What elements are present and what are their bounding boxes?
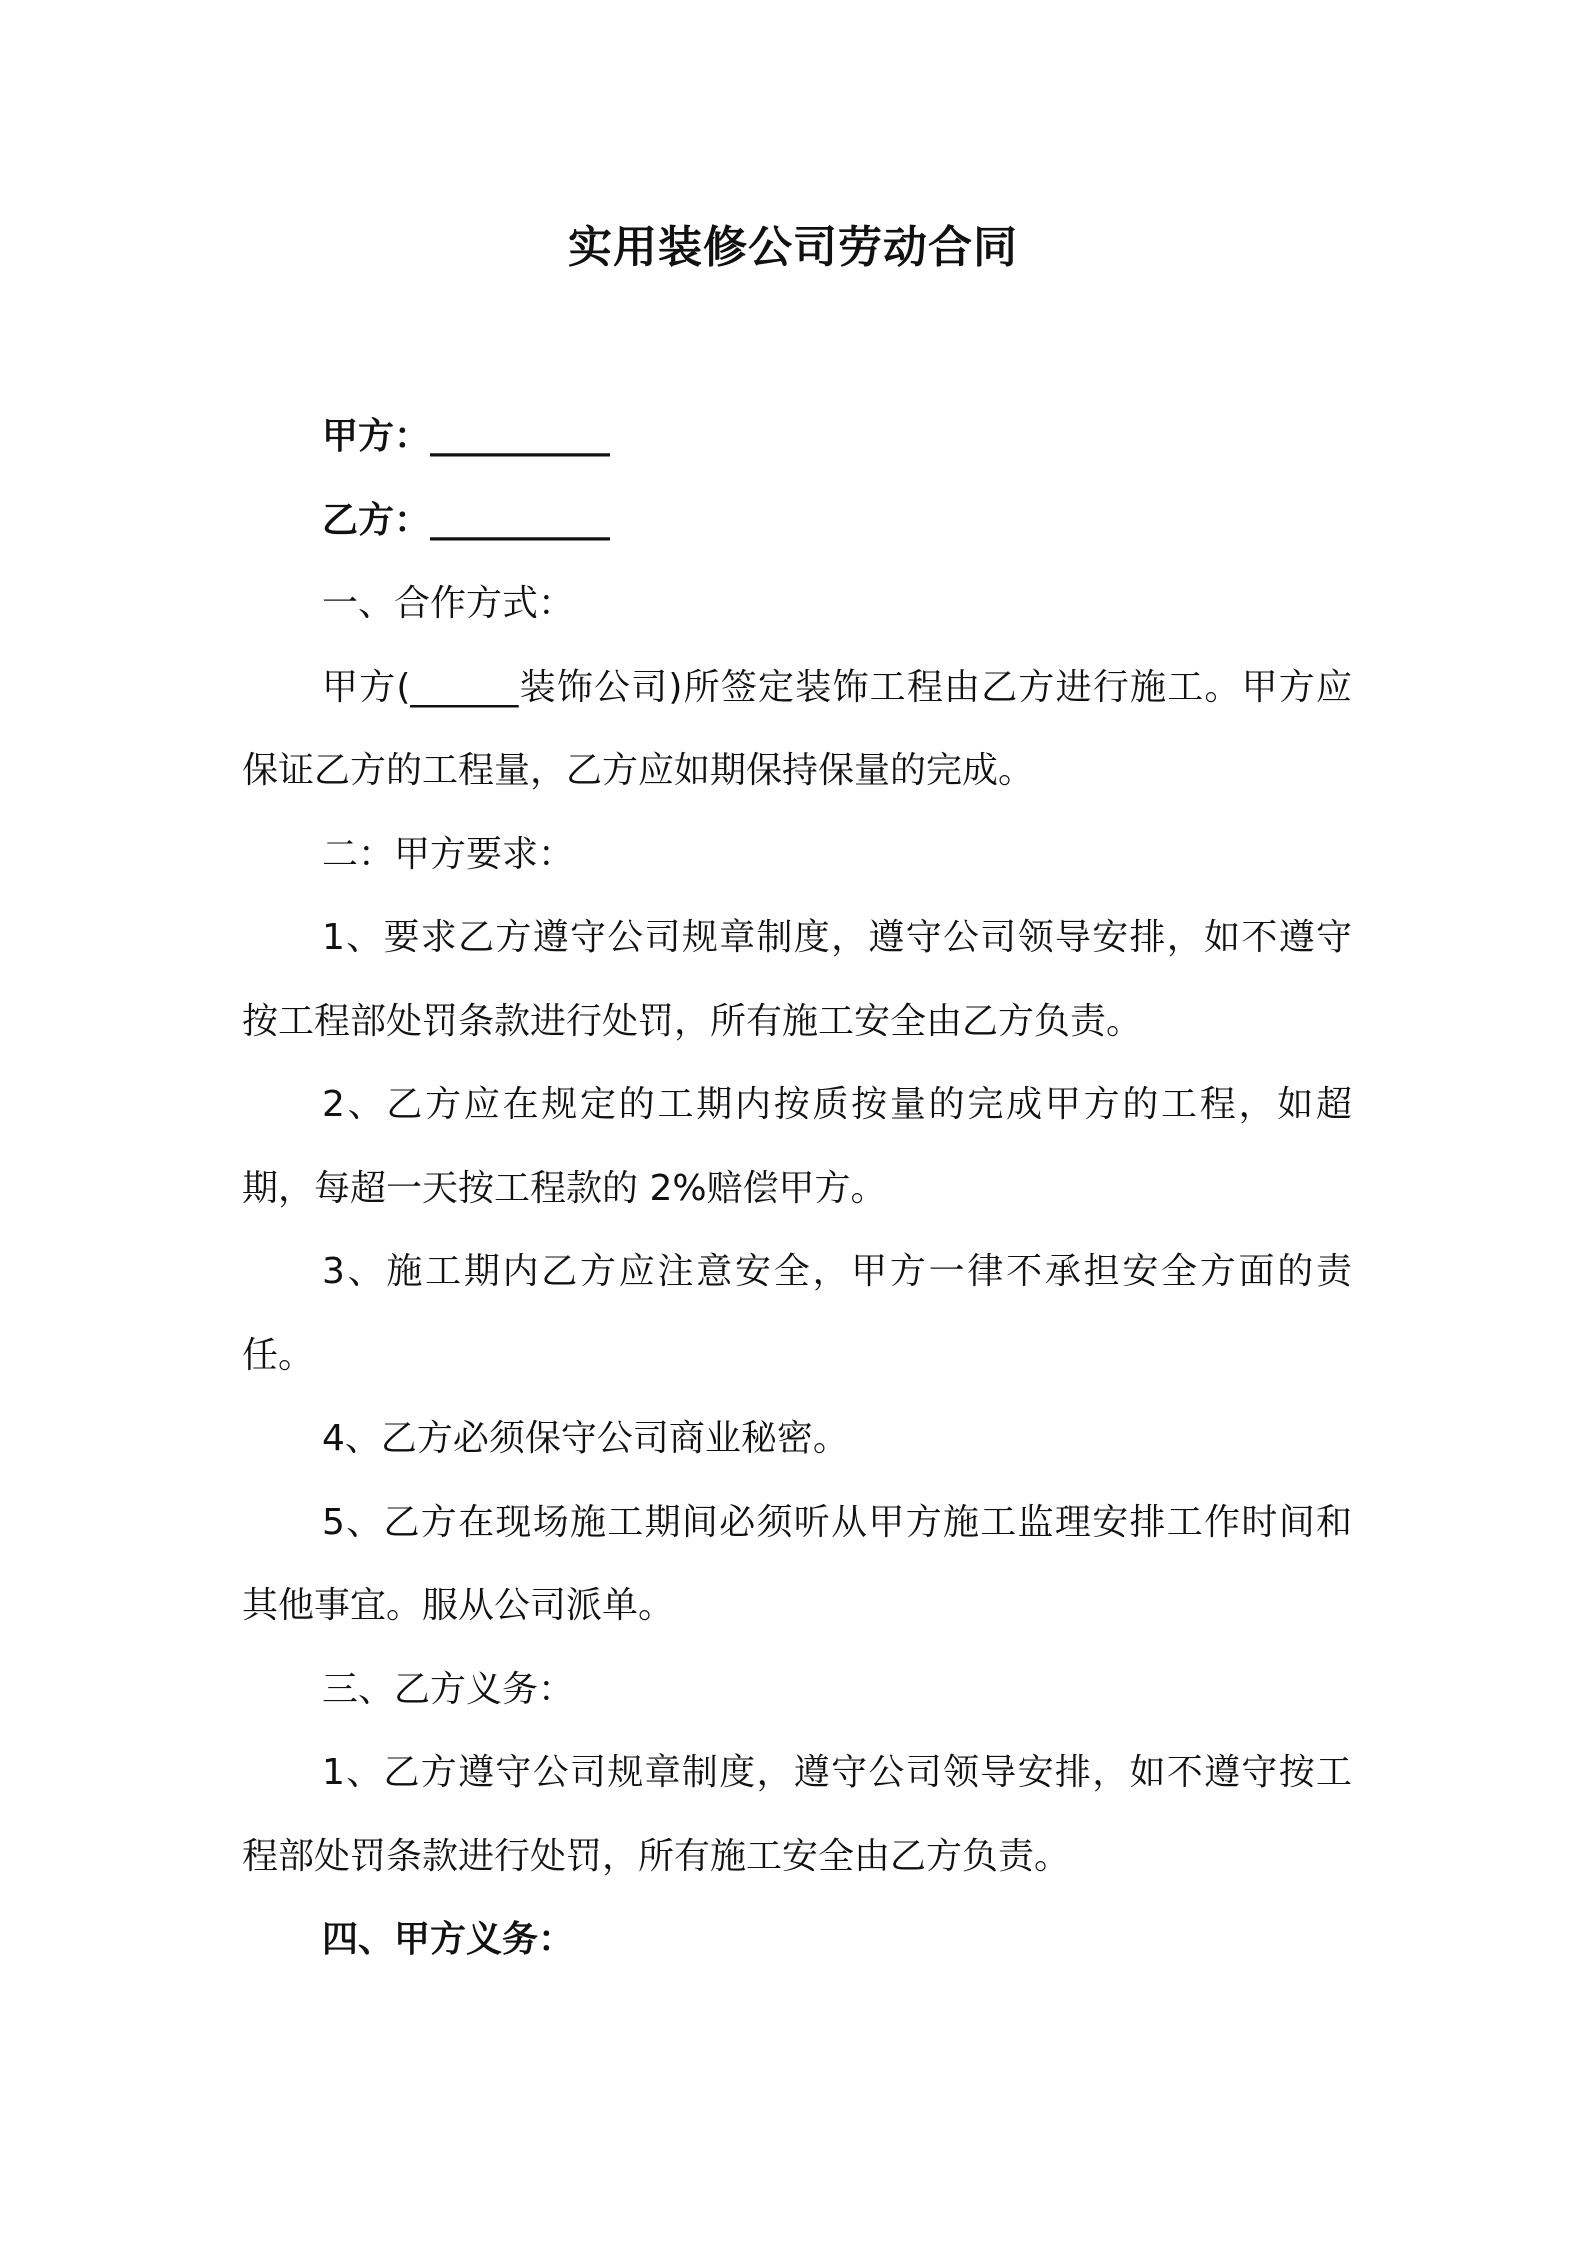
party-b-line: 乙方：__________ bbox=[322, 499, 611, 541]
party-a-line: 甲方：__________ bbox=[322, 416, 611, 457]
section-heading-4: 四、甲方义务： bbox=[322, 1919, 575, 1960]
paragraph-cooperation: 甲方(______装饰公司)所签定装饰工程由乙方进行施工。甲方应保证乙方的工程量，乙方应如期保持保量的完成。 bbox=[242, 666, 1352, 791]
section-heading-1: 一、合作方式： bbox=[322, 583, 575, 624]
section-heading-2: 二：甲方要求： bbox=[322, 833, 575, 875]
requirement-item-3: 3、施工期内乙方应注意安全，甲方一律不承担安全方面的责任。 bbox=[242, 1251, 1352, 1376]
requirement-item-4: 4、乙方必须保守公司商业秘密。 bbox=[322, 1418, 849, 1459]
requirement-item-2: 2、乙方应在规定的工期内按质按量的完成甲方的工程，如超期，每超一天按工程款的 2%赔偿甲方。 bbox=[242, 1084, 1352, 1209]
section-heading-3: 三、乙方义务： bbox=[322, 1668, 575, 1710]
document-body bbox=[242, 395, 1352, 1982]
requirement-item-5: 5、乙方在现场施工期间必须听从甲方施工监理安排工作时间和其他事宜。服从公司派单。 bbox=[242, 1501, 1352, 1626]
requirement-item-1: 1、要求乙方遵守公司规章制度，遵守公司领导安排，如不遵守按工程部处罚条款进行处罚，所有施工安全由乙方负责。 bbox=[242, 917, 1352, 1042]
document-title: 实用装修公司劳动合同 bbox=[568, 222, 1018, 273]
obligation-item-1: 1、乙方遵守公司规章制度，遵守公司领导安排，如不遵守按工程部处罚条款进行处罚，所有施工安全由乙方负责。 bbox=[242, 1752, 1352, 1877]
